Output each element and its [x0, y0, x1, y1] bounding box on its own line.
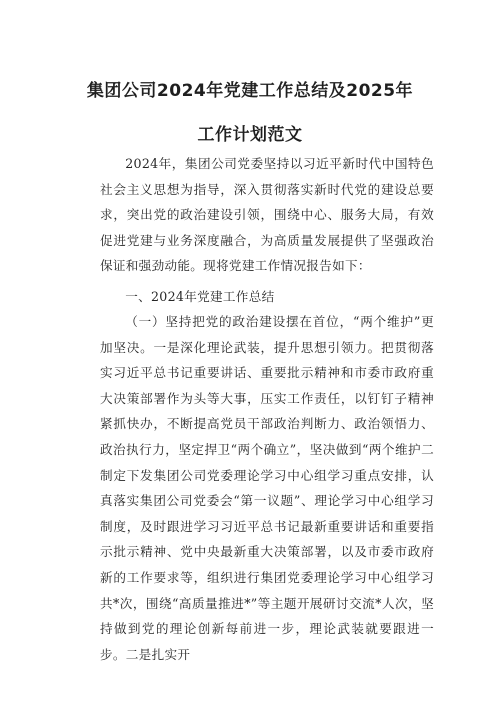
section1-paragraph-1: （一）坚持把党的政治建设摆在首位，“两个维护”更加坚决。一是深化理论武装，提升思想引领力。把贯彻落实习近平总书记重要讲话、重要批示精神和市委市政府重大决策部署作为头等大事，压实工作责任，以钉钉子精神紧抓快办，不断提高党员干部政治判断力、政治领悟力、政治执行力，坚定捍卫“两个确立”，坚决做到“两个维护二制定下发集团公司党委理论学习中心组学习重点安排，认真落实集团公司党委会“第一议题”、理论学习中心组学习制度，及时跟进学习习近平总书记最新重要讲话和重要指示批示精神、党中央最新重大决策部署，以及市委市政府新的工作要求等，组织进行集团党委理论学习中心组学习共*次，围绕“高质量推进*”等主题开展研讨交流*人次，坚持做到党的理论创新每前进一步，理论武装就要跟进一步。二是扎实开	[100, 314, 434, 662]
intro-paragraph: 2024年，集团公司党委坚持以习近平新时代中国特色社会主义思想为指导，深入贯彻落实新时代党的建设总要求，突出党的政治建设引领，围绕中心、服务大局，有效促进党建与业务深度融合，为高质量发展提供了坚强政治保证和强劲动能。现将党建工作情况报告如下：	[100, 156, 434, 274]
document-title-line2: 工作计划范文	[197, 125, 303, 145]
document-title-line1: 集团公司2024年党建工作总结及2025年	[86, 81, 414, 101]
section-heading-1: 一、2024年党建工作总结	[125, 289, 275, 304]
